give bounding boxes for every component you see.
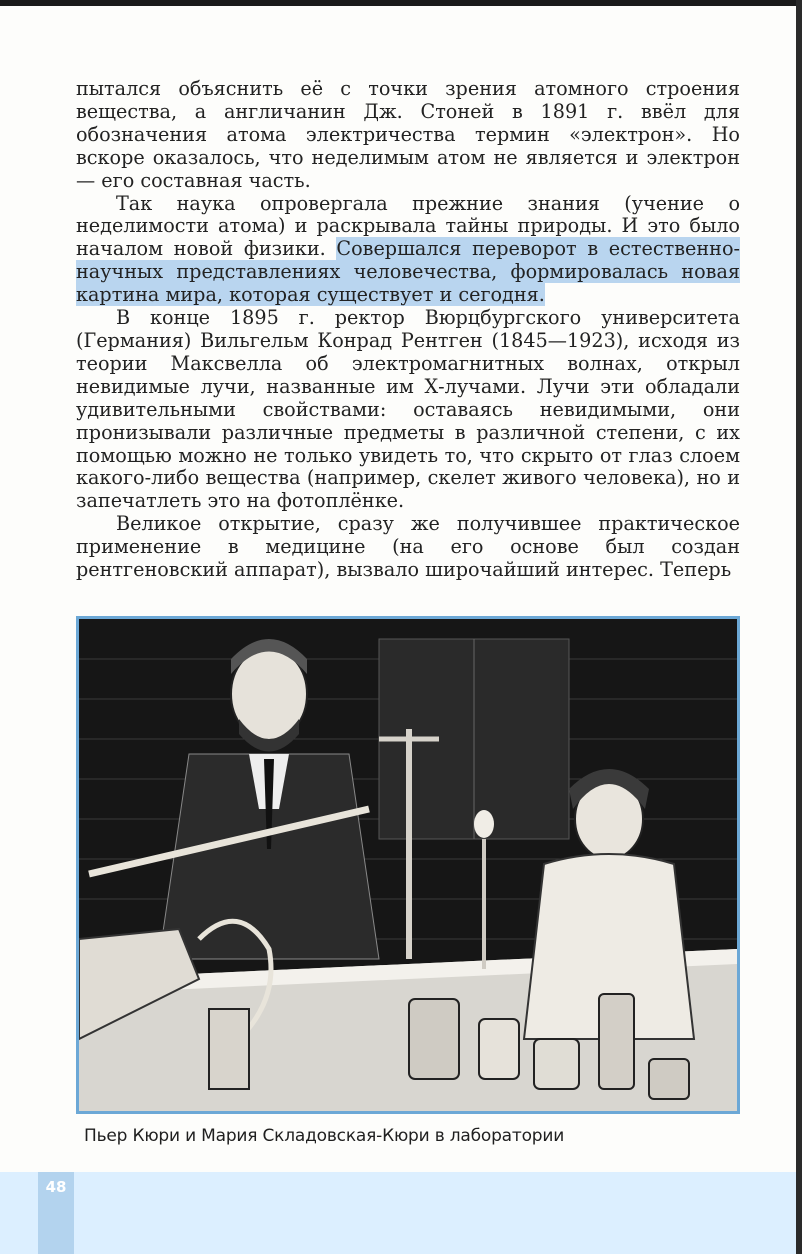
page-edge [796, 0, 802, 1254]
page-number: 48 [45, 1178, 67, 1196]
paragraph-2-text: Так наука опровергала прежние знания (учение о неделимости атома) и раскрывала тайны природы. И это было началом новой физики. [76, 191, 740, 261]
highlighted-sentence: Совершался переворот в естественно-научных представлениях человечества, формировалась новая картина мира, которая существует и сегодня. [76, 237, 740, 307]
bottom-band [0, 1172, 796, 1254]
lab-illustration [76, 616, 740, 1114]
paragraph-4: Великое открытие, сразу же получившее практическое применение в медицине (на его основе был создан рентгеновский аппарат), вызвало широчайший интерес. Теперь [76, 512, 740, 582]
page-number-tab [38, 1172, 74, 1254]
body-text [76, 78, 740, 582]
top-edge [0, 0, 802, 6]
paragraph-2 [76, 193, 740, 308]
paragraph-1: пытался объяснить её с точки зрения атомного строения вещества, а англичанин Дж. Стоней в 1891 г. ввёл для обозначения атома электричества термин «электрон». Но вскоре оказалось, что неделимым атом не является и электрон — его составная часть. [76, 77, 740, 192]
paragraph-3: В конце 1895 г. ректор Вюрцбургского университета (Германия) Вильгельм Конрад Рентген (1845—1923), исходя из теории Максвелла об электромагнитных волнах, открыл невидимые лучи, названные им Х-лучами. Лучи эти обладали удивительными свойствами: оставаясь невидимыми, они пронизывали различные предметы в различной степени, с их помощью можно не только увидеть то, что скрыто от глаз слоем какого-либо вещества (например, скелет живого человека), но и запечатлеть это на фотоплёнке. [76, 306, 740, 513]
engraving-image [79, 619, 737, 1111]
figure-caption: Пьер Кюри и Мария Складовская-Кюри в лаборатории [84, 1126, 565, 1146]
